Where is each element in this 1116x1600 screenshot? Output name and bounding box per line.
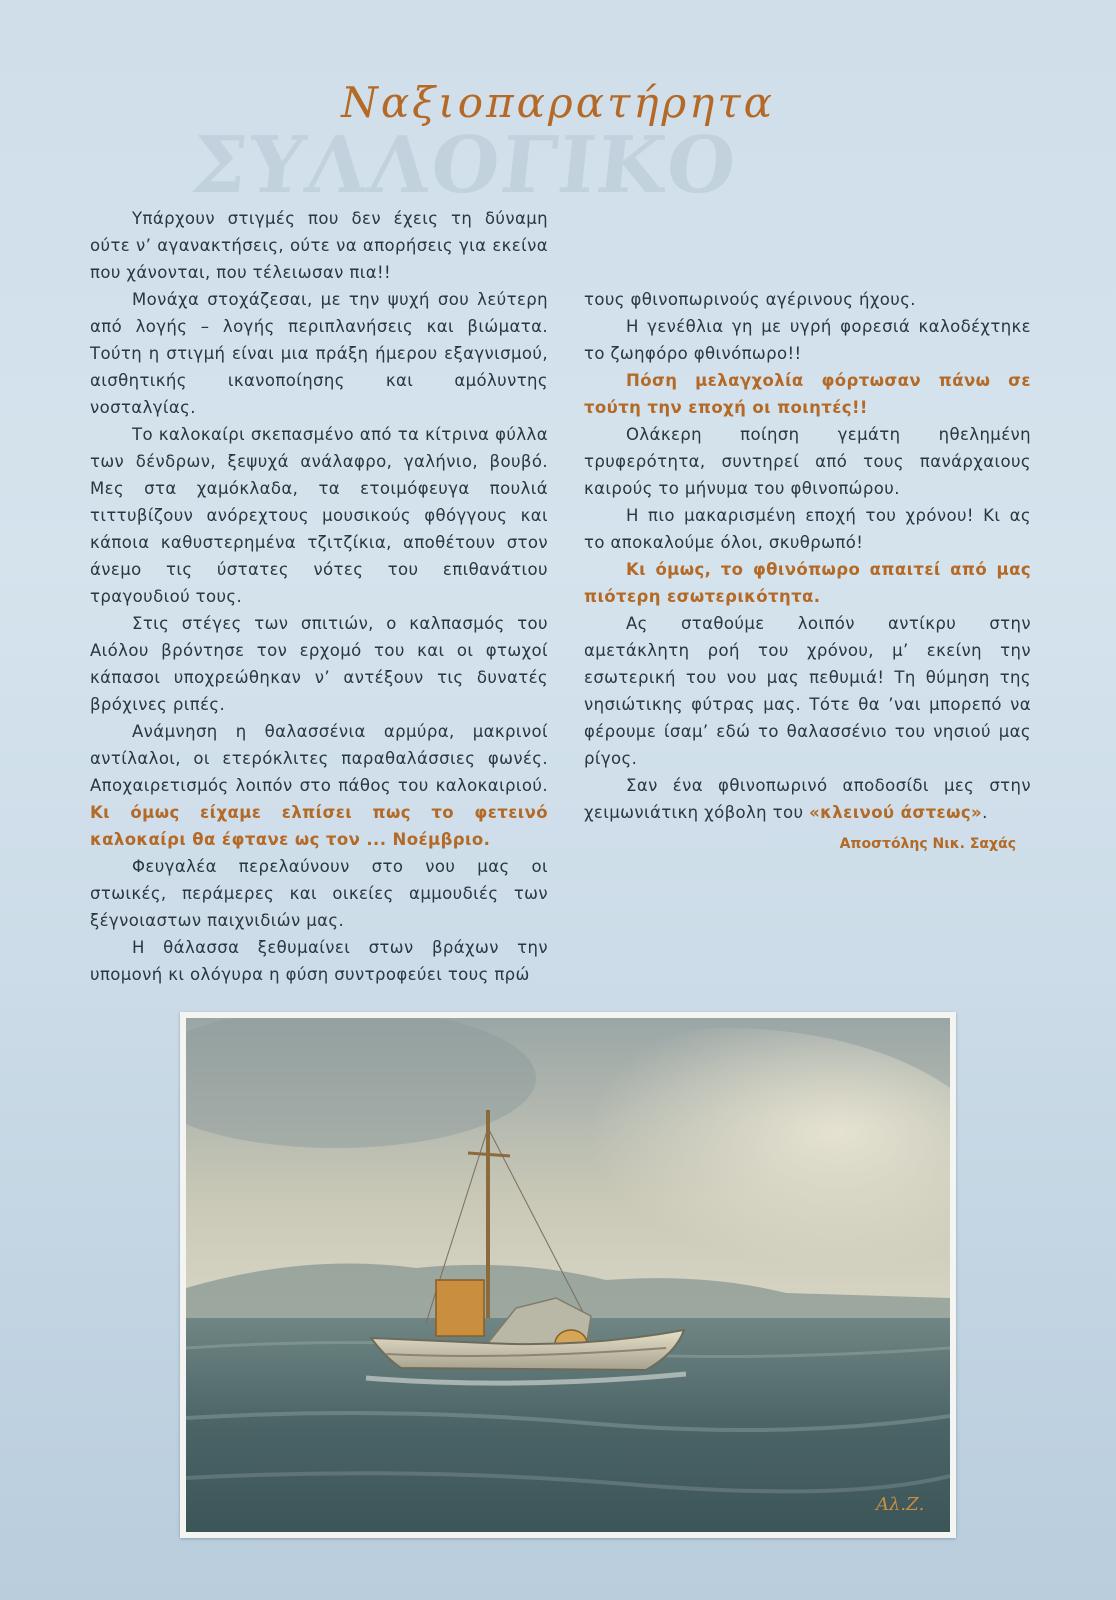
highlight-text: «κλεινού άστεως» [809,803,983,822]
painting-frame [180,1012,956,1538]
paragraph: Η γενέθλια γη με υγρή φορεσιά καλοδέχτηκε το ζωηφόρο φθινόπωρο!! [584,317,1031,363]
background-watermark: ΣΥΛΛΟΓΙΚΟ [186,120,742,211]
highlight-text: Κι όμως είχαμε ελπίσει πως το φετεινό καλοκαίρι θα έφτανε ως τον ... Νοέμβριο. [90,803,548,849]
painter-signature: Αλ.Ζ. [876,1494,925,1515]
author-byline: Αποστόλης Νικ. Σαχάς [839,836,1016,852]
article-right-column [584,286,1031,826]
page-title: Ναξιοπαρατήρητα [341,78,775,127]
paragraph: Το καλοκαίρι σκεπασμένο από τα κίτρινα φύλλα των δένδρων, ξεψυχά ανάλαφρο, γαλήνιο, βουβό. Μες στα χαμόκλαδα, τα ετοιμόφευγα πουλιά τιττυβίζουν ανόρεχτους μουσικούς φθόγγους και κάποια καθυστερημένα τζιτζίκια, αποθέτουν στον άνεμο τις ύστατες νότες του επιθανάτιου τραγουδιού τους. [90,425,548,606]
paragraph-continuation: τους φθινοπωρινούς αγέρινους ήχους. [584,290,916,309]
paragraph: Η θάλασσα ξεθυμαίνει στων βράχων την υπομονή κι ολόγυρα η φύση συντροφεύει τους πρώ [90,938,548,984]
paragraph: Υπάρχουν στιγμές που δεν έχεις τη δύναμη ούτε ν’ αγανακτήσεις, ούτε να απορήσεις για εκείνα που χάνονται, που τέλειωσαν πια!! [90,209,548,282]
highlight-paragraph: Πόση μελαγχολία φόρτωσαν πάνω σε τούτη την εποχή οι ποιητές!! [584,371,1031,417]
paragraph: Η πιο μακαρισμένη εποχή του χρόνου! Κι ας το αποκαλούμε όλοι, σκυθρωπό! [584,506,1031,552]
paragraph-end: . [982,803,988,822]
paragraph: Ολάκερη ποίηση γεμάτη ηθελημένη τρυφερότητα, συντηρεί από τους πανάρχαιους καιρούς το μήνυμα του φθινοπώρου. [584,425,1031,498]
paragraph-text: Ανάμνηση η θαλασσένια αρμύρα, μακρινοί αντίλαλοι, οι ετερόκλιτες παραθαλάσσιες φωνές. Αποχαιρετισμός λοιπόν στο πάθος του καλοκαιριού. [90,722,548,795]
boat-painting [186,1018,950,1532]
article-left-column [90,205,548,988]
highlight-paragraph: Κι όμως, το φθινόπωρο απαιτεί από μας πιότερη εσωτερικότητα. [584,560,1031,606]
paragraph: Φευγαλέα περελαύνουν στο νου μας οι στωικές, περάμερες και οικείες αμμουδιές των ξέγνοιαστων παιχνιδιών μας. [90,857,548,930]
paragraph-text: Σαν ένα φθινοπωρινό αποδοσίδι μες στην χειμωνιάτικη χόβολη του [584,776,1031,822]
paragraph [90,718,548,853]
paragraph: Μονάχα στοχάζεσαι, με την ψυχή σου λεύτερη από λογής – λογής περιπλανήσεις και βιώματα. Τούτη η στιγμή είναι μια πράξη ήμερου εξαγνισμού, αισθητικής ικανοποίησης και αμόλυντης νοσταλγίας. [90,290,548,417]
paragraph: Ας σταθούμε λοιπόν αντίκρυ στην αμετάκλητη ροή του χρόνου, μ’ εκείνη την εσωτερική του νου μας πεθυμιά! Τη θύμηση της νησιώτικης φύτρας μας. Τότε θα ’ναι μπορεπό να φέρουμε ίσαμ’ εδώ το θαλασσένιο του νησιού μας ρίγος. [584,614,1031,768]
paragraph [584,772,1031,826]
paragraph: Στις στέγες των σπιτιών, ο καλπασμός του Αιόλου βρόντησε τον ερχομό του και οι φτωχοί κάπασοι υποχρεώθηκαν ν’ αντέξουν τις δυνατές βρόχινες ριπές. [90,614,548,714]
